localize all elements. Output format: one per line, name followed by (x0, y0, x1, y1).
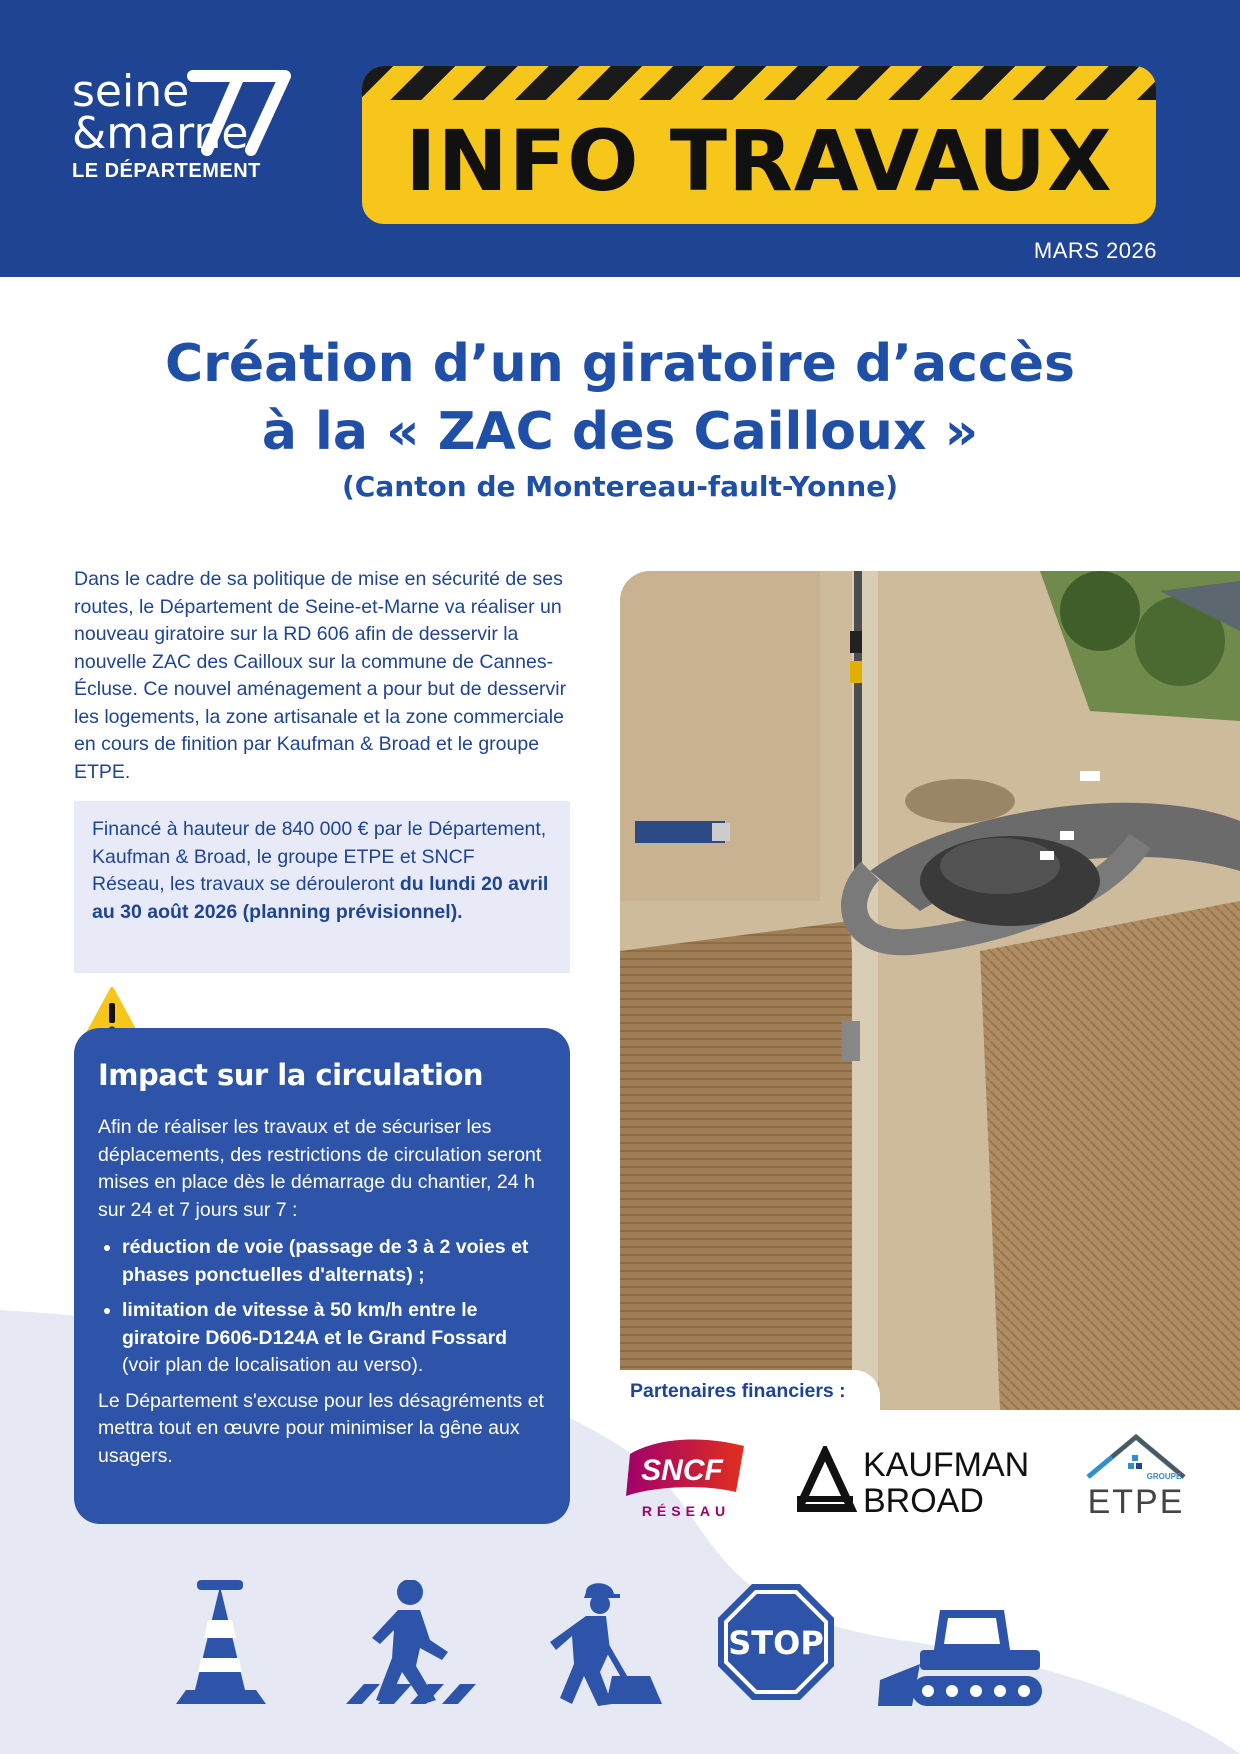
hazard-stripes (362, 66, 1156, 100)
title-line2: à la « ZAC des Cailloux » (261, 402, 979, 462)
funding-dates: du lundi 20 avril au 30 août 2026 (92, 873, 549, 923)
partners-label: Partenaires financiers : (630, 1380, 846, 1402)
page-title (0, 330, 1240, 466)
impact-closing: Le Département s'excuse pour les désagréments et mettra tout en œuvre pour minimiser la gêne aux usagers. (98, 1389, 544, 1467)
logo-line2: &marne (72, 108, 249, 159)
title-line1: Création d’un giratoire d’accès (165, 334, 1075, 394)
sncf-subtext: RÉSEAU (641, 1503, 731, 1519)
stop-sign-icon (718, 1584, 834, 1700)
kaufman-line1: KAUFMAN (863, 1446, 1030, 1484)
impact-list (98, 1234, 546, 1380)
sncf-reseau-logo (624, 1434, 748, 1524)
worker-icon (550, 1583, 662, 1706)
pedestrian-icon (346, 1580, 476, 1704)
worksite-icons-row (0, 1580, 1240, 1740)
etpe-groupe: GROUPE (1146, 1472, 1182, 1481)
impact-item-speed: • limitation de vitesse à 50 km/h entre le giratoire D606-D124A et le Grand Fossard (voir plan de localisation au verso). (122, 1297, 546, 1380)
info-travaux-banner (362, 66, 1156, 224)
aerial-construction-photo (620, 571, 1240, 1410)
logo-77-mark (185, 68, 295, 158)
bulldozer-icon (878, 1610, 1042, 1706)
stop-text: STOP (728, 1624, 824, 1662)
impact-intro: Afin de réaliser les travaux et de sécuriser les déplacements, des restrictions de circulation seront mises en place dès le démarrage du chantier, 24 h sur 24 et 7 jours sur 7 : (98, 1116, 542, 1221)
funding-text: Financé à hauteur de 840 000 € par le Département, Kaufman & Broad, le groupe ETPE et SNCF Réseau, les travaux se dérouleront (92, 818, 547, 895)
funding-box (74, 801, 570, 973)
impact-box (74, 1028, 570, 1524)
page-subtitle: (Canton de Montereau-fault-Yonne) (341, 470, 898, 503)
etpe-text: ETPE (1087, 1483, 1185, 1521)
kaufman-broad-logo (797, 1446, 1047, 1518)
intro-paragraph: Dans le cadre de sa politique de mise en sécurité de ses routes, le Département de Seine-et-Marne va réaliser un nouveau giratoire sur la RD 606 afin de desservir la nouvelle ZAC des Cailloux sur la commune de Cannes-Écluse. Ce nouvel aménagement a pour but de desservir les logements, la zone artisanale et la zone commerciale en cours de finition par Kaufman & Broad et le groupe ETPE. (74, 568, 567, 783)
traffic-cone-icon (176, 1580, 266, 1704)
header-band (0, 0, 1240, 277)
sncf-text: SNCF (641, 1454, 723, 1487)
impact-title: Impact sur la circulation (98, 1058, 484, 1092)
logo-line1: seine (72, 66, 190, 117)
kaufman-line2: BROAD (863, 1482, 984, 1518)
banner-title: INFO TRAVAUX (405, 112, 1113, 210)
impact-item-lane: • réduction de voie (passage de 3 à 2 voies et phases ponctuelles d'alternats) ; (122, 1234, 546, 1289)
issue-date: MARS 2026 (1033, 238, 1157, 263)
funding-note: (planning prévisionnel). (242, 900, 463, 923)
groupe-etpe-logo (1084, 1433, 1190, 1523)
logo-line3: LE DÉPARTEMENT (72, 160, 261, 182)
